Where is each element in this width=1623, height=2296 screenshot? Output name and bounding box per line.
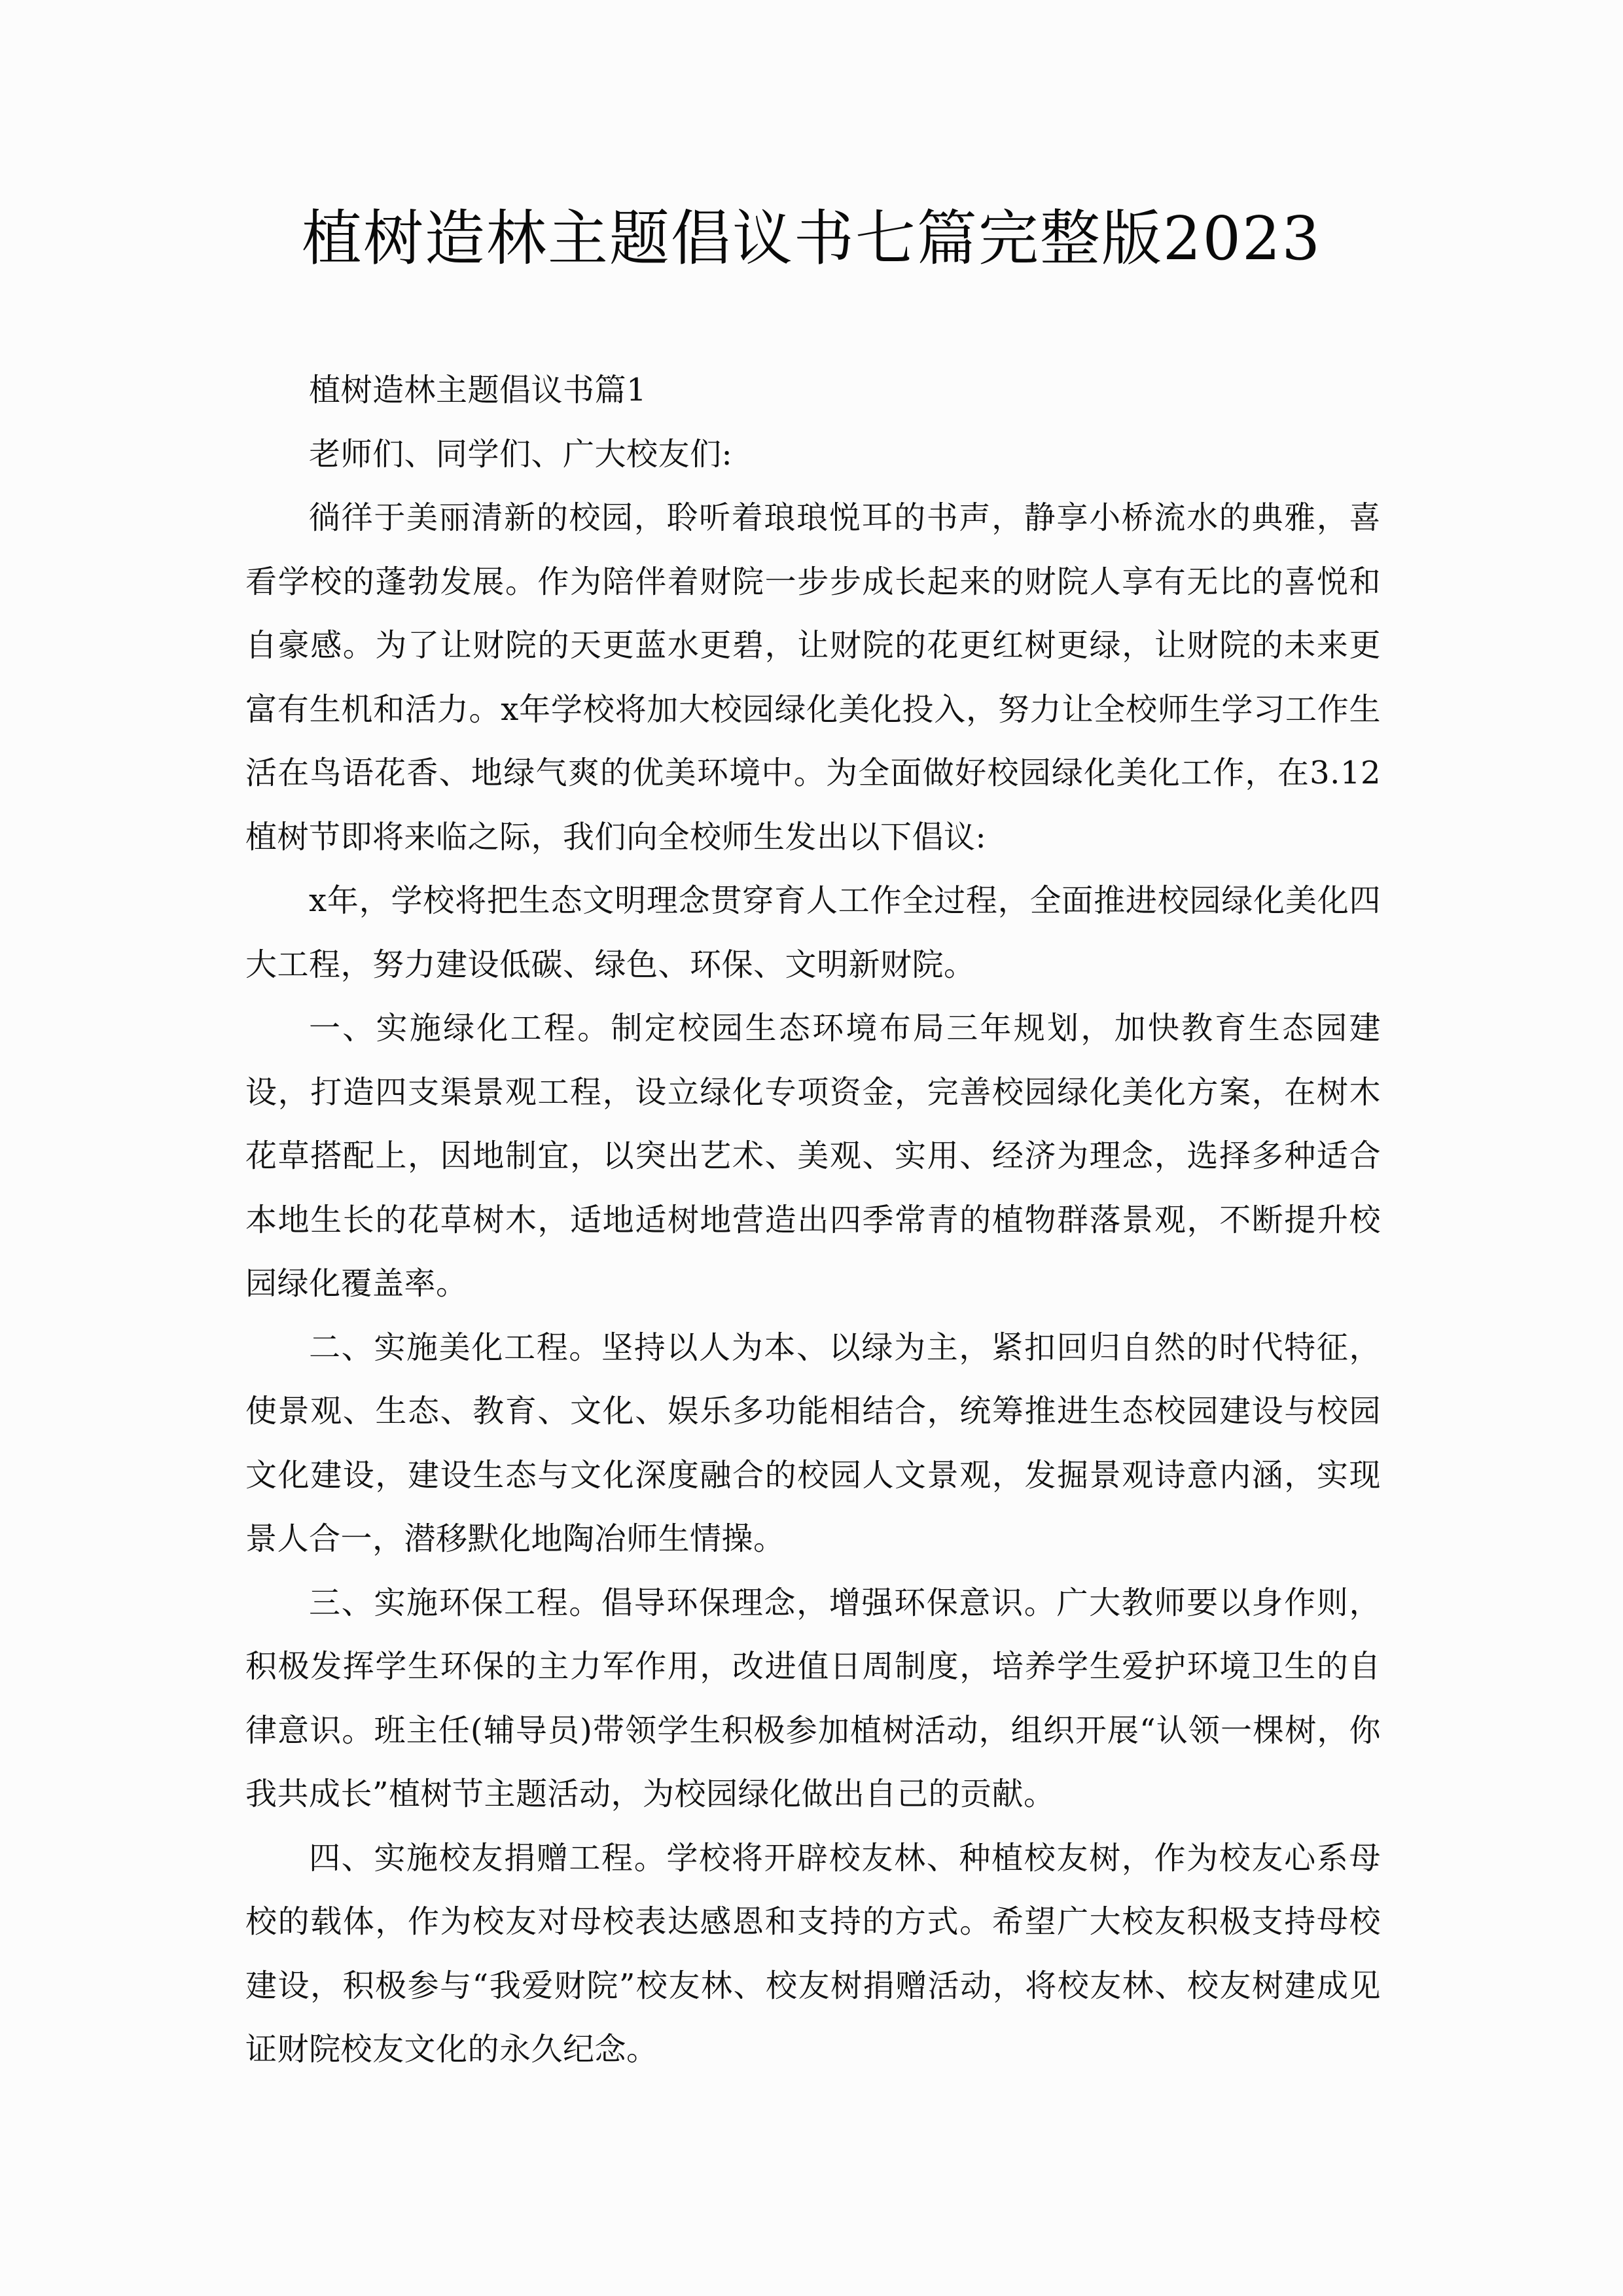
paragraph-intro: 徜徉于美丽清新的校园，聆听着琅琅悦耳的书声，静享小桥流水的典雅，喜看学校的蓬勃发展。作为陪伴着财院一步步成长起来的财院人享有无比的喜悦和自豪感。为了让财院的天更蓝水更碧，让财院的花更红树更绿，让财院的未来更富有生机和活力。x年学校将加大校园绿化美化投入，努力让全校师生学习工作生活在鸟语花香、地绿气爽的优美环境中。为全面做好校园绿化美化工作，在3.12植树节即将来临之际，我们向全校师生发出以下倡议:	[245, 499, 1381, 855]
paragraph-alumni-donation-project: 四、实施校友捐赠工程。学校将开辟校友林、种植校友树，作为校友心系母校的载体，作为校友对母校表达感恩和支持的方式。希望广大校友积极支持母校建设，积极参与“我爱财院”校友林、校友树捐赠活动，将校友林、校友树建成见证财院校友文化的永久纪念。	[245, 1839, 1381, 2068]
document-title: 植树造林主题倡议书七篇完整版2023	[301, 204, 1322, 274]
document-body	[245, 359, 1381, 2082]
salutation: 老师们、同学们、广大校友们:	[309, 435, 733, 473]
paragraph-beautification-project: 二、实施美化工程。坚持以人为本、以绿为主，紧扣回归自然的时代特征，使景观、生态、教育、文化、娱乐多功能相结合，统筹推进生态校园建设与校园文化建设，建设生态与文化深度融合的校园人文景观，发掘景观诗意内涵，实现景人合一，潜移默化地陶冶师生情操。	[245, 1329, 1381, 1557]
paragraph-overview: x年，学校将把生态文明理念贯穿育人工作全过程，全面推进校园绿化美化四大工程，努力建设低碳、绿色、环保、文明新财院。	[245, 882, 1381, 983]
section-heading: 植树造林主题倡议书篇1	[309, 372, 647, 408]
paragraph-greening-project: 一、实施绿化工程。制定校园生态环境布局三年规划，加快教育生态园建设，打造四支渠景观工程，设立绿化专项资金，完善校园绿化美化方案，在树木花草搭配上，因地制宜，以突出艺术、美观、实用、经济为理念，选择多种适合本地生长的花草树木，适地适树地营造出四季常青的植物群落景观，不断提升校园绿化覆盖率。	[245, 1010, 1381, 1302]
paragraph-environmental-project: 三、实施环保工程。倡导环保理念，增强环保意识。广大教师要以身作则，积极发挥学生环保的主力军作用，改进值日周制度，培养学生爱护环境卫生的自律意识。班主任(辅导员)带领学生积极参加植树活动，组织开展“认领一棵树，你我共成长”植树节主题活动，为校园绿化做出自己的贡献。	[245, 1584, 1381, 1812]
